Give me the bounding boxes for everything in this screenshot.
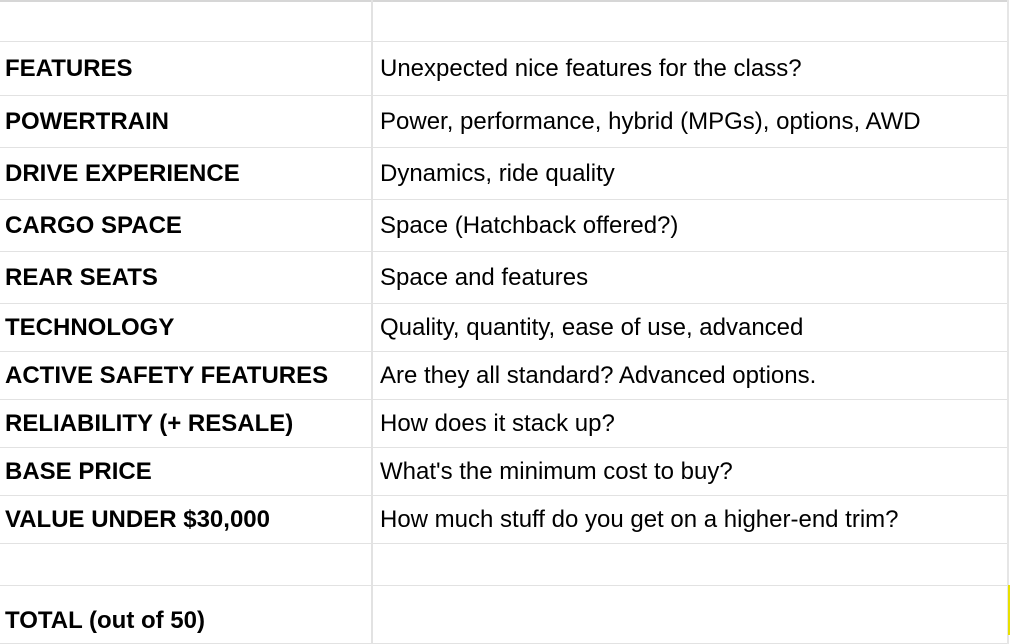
table-row xyxy=(0,304,1008,352)
table-row xyxy=(0,544,1008,586)
category-cell[interactable]: TOTAL (out of 50) xyxy=(0,586,373,643)
table-row xyxy=(0,352,1008,400)
table-row xyxy=(0,42,1008,96)
category-cell[interactable]: RELIABILITY (+ RESALE) xyxy=(0,400,373,447)
description-cell[interactable]: Space (Hatchback offered?) xyxy=(380,211,679,239)
category-cell[interactable]: REAR SEATS xyxy=(0,252,373,303)
description-cell[interactable]: Space and features xyxy=(380,263,589,291)
category-cell[interactable] xyxy=(0,544,373,585)
description-cell[interactable]: What's the minimum cost to buy? xyxy=(380,457,733,485)
table-row xyxy=(0,252,1008,304)
description-cell[interactable] xyxy=(373,586,1008,643)
description-cell[interactable]: How does it stack up? xyxy=(380,409,615,437)
table-row xyxy=(0,496,1008,544)
category-cell[interactable]: VALUE UNDER $30,000 xyxy=(0,496,373,543)
description-cell[interactable]: Power, performance, hybrid (MPGs), options, AWD xyxy=(380,107,921,135)
table-row xyxy=(0,448,1008,496)
category-cell[interactable]: BASE PRICE xyxy=(0,448,373,495)
category-cell[interactable]: DRIVE EXPERIENCE xyxy=(0,148,373,199)
table-row xyxy=(0,200,1008,252)
category-cell[interactable]: POWERTRAIN xyxy=(0,96,373,147)
category-cell[interactable]: ACTIVE SAFETY FEATURES xyxy=(0,352,373,399)
description-cell[interactable]: Dynamics, ride quality xyxy=(380,159,615,187)
table-row xyxy=(0,400,1008,448)
table-row xyxy=(0,586,1008,644)
sheet-right-border xyxy=(1007,0,1009,644)
description-cell[interactable]: Quality, quantity, ease of use, advanced xyxy=(380,313,804,341)
table-row xyxy=(0,0,1008,42)
category-cell[interactable] xyxy=(0,0,373,41)
table-row xyxy=(0,148,1008,200)
description-cell[interactable] xyxy=(373,0,1008,41)
category-cell[interactable]: FEATURES xyxy=(0,42,373,95)
table-row xyxy=(0,96,1008,148)
description-cell[interactable]: Unexpected nice features for the class? xyxy=(380,54,802,82)
description-cell[interactable]: How much stuff do you get on a higher-end trim? xyxy=(380,505,899,533)
description-cell[interactable] xyxy=(373,544,1008,585)
category-cell[interactable]: CARGO SPACE xyxy=(0,200,373,251)
category-cell[interactable]: TECHNOLOGY xyxy=(0,304,373,351)
description-cell[interactable]: Are they all standard? Advanced options. xyxy=(380,361,817,389)
